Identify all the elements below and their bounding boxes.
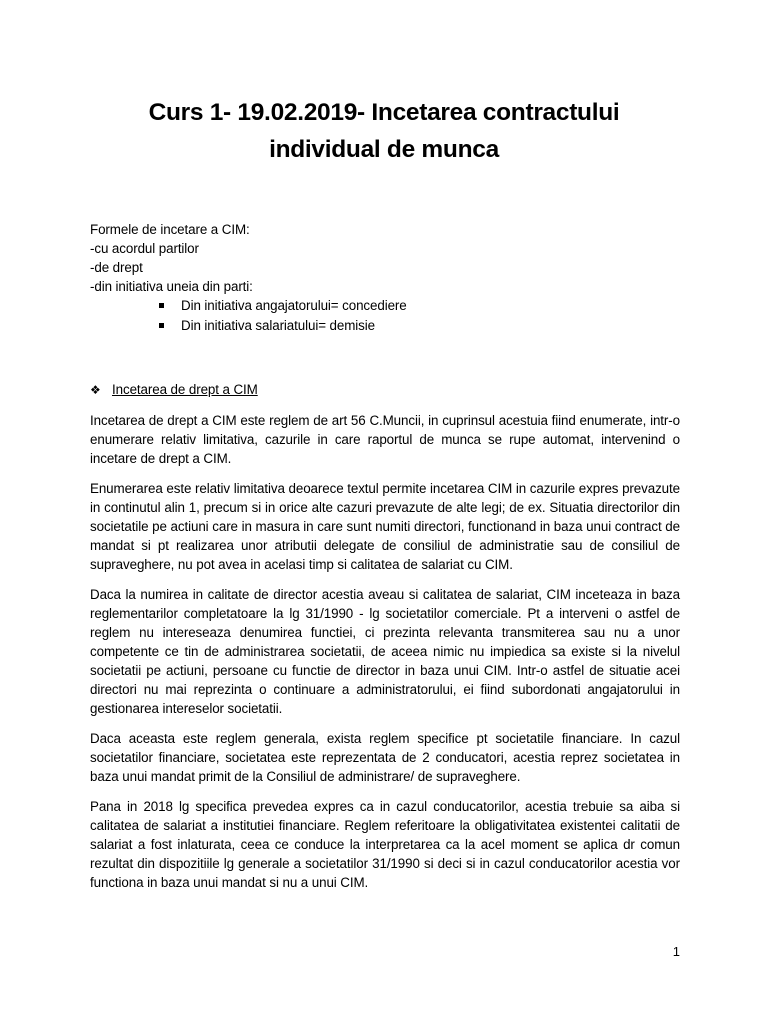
square-bullet-icon <box>159 303 164 308</box>
forms-sub-item-1-text: Din initiativa angajatorului= concediere <box>181 298 407 313</box>
diamond-bullet-icon: ❖ <box>90 383 101 397</box>
paragraph-5: Pana in 2018 lg specifica prevedea expres ca in cazul conducatorilor, acestia trebuie sa aiba si calitatea de salariat a institutiei financiare. Reglem referitoare la obligativitatea existentei calitatii de salariat a fost inlaturata, ceea ce conduce la interpretarea ca la acel moment se aplica dr comun rezultat din dispozitiile lg generale a societatilor 31/1990 si deci si in cazul conducatorilor acestia vor functiona in baza unui mandat si nu a unui CIM. <box>90 799 680 890</box>
document-title <box>90 94 678 168</box>
paragraph-2: Enumerarea este relativ limitativa deoarece textul permite incetarea CIM in cazurile expres prevazute in continutul alin 1, precum si in orice alte cazuri prevazute de alte legi; de ex. Situatia directorilor din societatile pe actiuni care in masura in care sunt numiti directori, functionand in baza unui contract de mandat si pt realizarea unor atributii delegate de consiliul de administratie sau de consiliul de supraveghere, nu pot avea in acelasi timp si calitatea de salariat cu CIM. <box>90 481 680 572</box>
forms-sub-list <box>90 296 680 336</box>
paragraph-1: Incetarea de drept a CIM este reglem de art 56 C.Muncii, in cuprinsul acestuia fiind enumerate, intr-o enumerare relativ limitativa, cazurile in care raportul de munca se rupe automat, intervenind o incetare de drept a CIM. <box>90 413 680 466</box>
paragraph-4: Daca aceasta este reglem generala, exista reglem specifice pt societatile financiare. In cazul societatilor financiare, societatea este reprezentata de 2 conducatori, acestia reprez societatea in baza unui mandat primit de la Consiliul de administrare/ de supraveghere. <box>90 731 680 784</box>
section-heading <box>90 380 680 400</box>
forms-sub-item-1 <box>90 296 680 316</box>
forms-sub-item-2-text: Din initiativa salariatului= demisie <box>181 318 376 333</box>
forms-sub-item-2 <box>90 316 680 336</box>
paragraph-3: Daca la numirea in calitate de director acestia aveau si calitatea de salariat, CIM inceteaza in baza reglementarilor completatoare la lg 31/1990 - lg societatilor comerciale. Pt a interveni o astfel de reglem nu intereseaza denumirea functiei, ci prezinta relevanta transmiterea sau nu a unor competente ce tin de administrarea societatii, de aceea nimic nu impiedica sa existe si la nivelul societatii pe actiuni, persoane cu functie de director in baza unui CIM. Intr-o astfel de situatie acei directori nu mai reprezinta o continuare a administratorului, ei fiind subordonati angajatorului in gestionarea intereselor societatii. <box>90 587 680 716</box>
document-title-line-2: individual de munca <box>269 136 499 163</box>
document-title-line-1: Curs 1- 19.02.2019- Incetarea contractului <box>148 99 620 126</box>
forms-item-1: -cu acordul partilor <box>90 241 199 256</box>
forms-intro: Formele de incetare a CIM: <box>90 222 250 237</box>
square-bullet-icon <box>159 323 164 328</box>
document-body <box>90 220 680 903</box>
page-number: 1 <box>672 944 680 959</box>
termination-forms-list <box>90 220 680 336</box>
section-heading-text: Incetarea de drept a CIM <box>112 382 258 397</box>
forms-item-2: -de drept <box>90 260 143 275</box>
forms-item-3: -din initiativa uneia din parti: <box>90 279 253 294</box>
